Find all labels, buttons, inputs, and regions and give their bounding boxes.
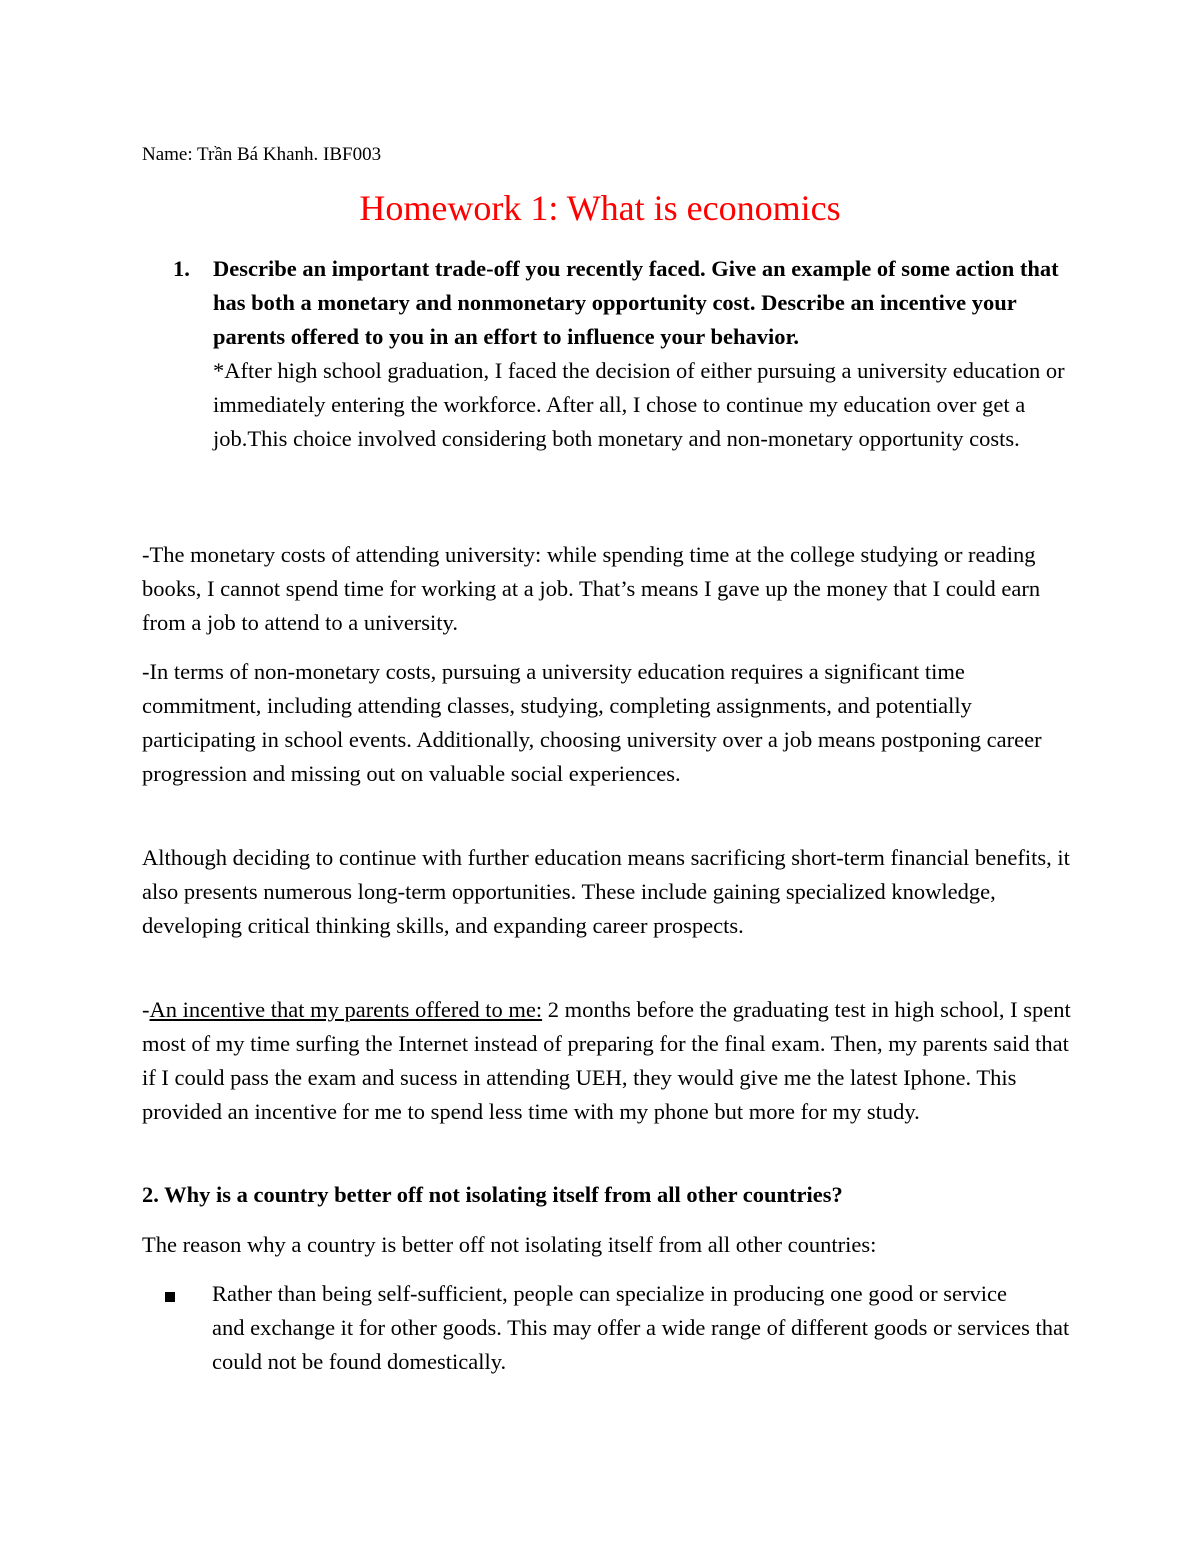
question-1-number: 1. [173,256,190,281]
square-bullet-icon [165,1292,175,1302]
paragraph-long-term-opportunities: Although deciding to continue with further education means sacrificing short-term financial benefits, it also presents numerous long-term opportunities. These include gaining specialized knowledge, developing critical thinking skills, and expanding career prospects. [142,845,1070,938]
bullet-line-2: and exchange it for other goods. This may offer a wide range of different goods or services that could not be found domestically. [212,1315,1070,1374]
incentive-body: 2 months before the graduating test in high school, I spent most of my time surfing the Internet instead of preparing for the final exam. Then, my parents said that if I could pass the exam and sucess in attending UEH, they would give me the latest Iphone. This provided an incentive for me to spend less time with my phone but more for my study. [142,997,1071,1124]
incentive-label: An incentive that my parents offered to me: [149,997,543,1022]
student-name-line: Name: Trần Bá Khanh. IBF003 [142,144,382,165]
question-2-text: 2. Why is a country better off not isolating itself from all other countries? [142,1182,843,1207]
question-2-intro: The reason why a country is better off not isolating itself from all other countries: [142,1232,877,1257]
paragraph-parent-incentive [142,993,1077,1129]
question-1-block [213,252,1073,456]
homework-title: Homework 1: What is economics [359,188,841,228]
paragraph-monetary-costs: -The monetary costs of attending university: while spending time at the college studying or reading books, I cannot spend time for working at a job. That’s means I gave up the money that I could earn from a job to attend to a university. [142,542,1041,635]
question-1-answer: *After high school graduation, I faced the decision of either pursuing a university education or immediately entering the workforce. After all, I chose to continue my education over get a job.This choice involved considering both monetary and non-monetary opportunity costs. [213,358,1065,451]
question-1-text: Describe an important trade-off you recently faced. Give an example of some action that has both a monetary and nonmonetary opportunity cost. Describe an incentive your parents offered to you in an effort to influence your behavior. [213,256,1059,349]
bullet-line-1: Rather than being self-sufficient, people can specialize in producing one good or service [212,1281,1007,1306]
incentive-prefix: - [142,997,150,1022]
list-item [212,1277,1072,1379]
paragraph-non-monetary-costs: -In terms of non-monetary costs, pursuing a university education requires a significant time commitment, including attending classes, studying, completing assignments, and potentially participating in school events. Additionally, choosing university over a job means postponing career progression and missing out on valuable social experiences. [142,659,1042,786]
